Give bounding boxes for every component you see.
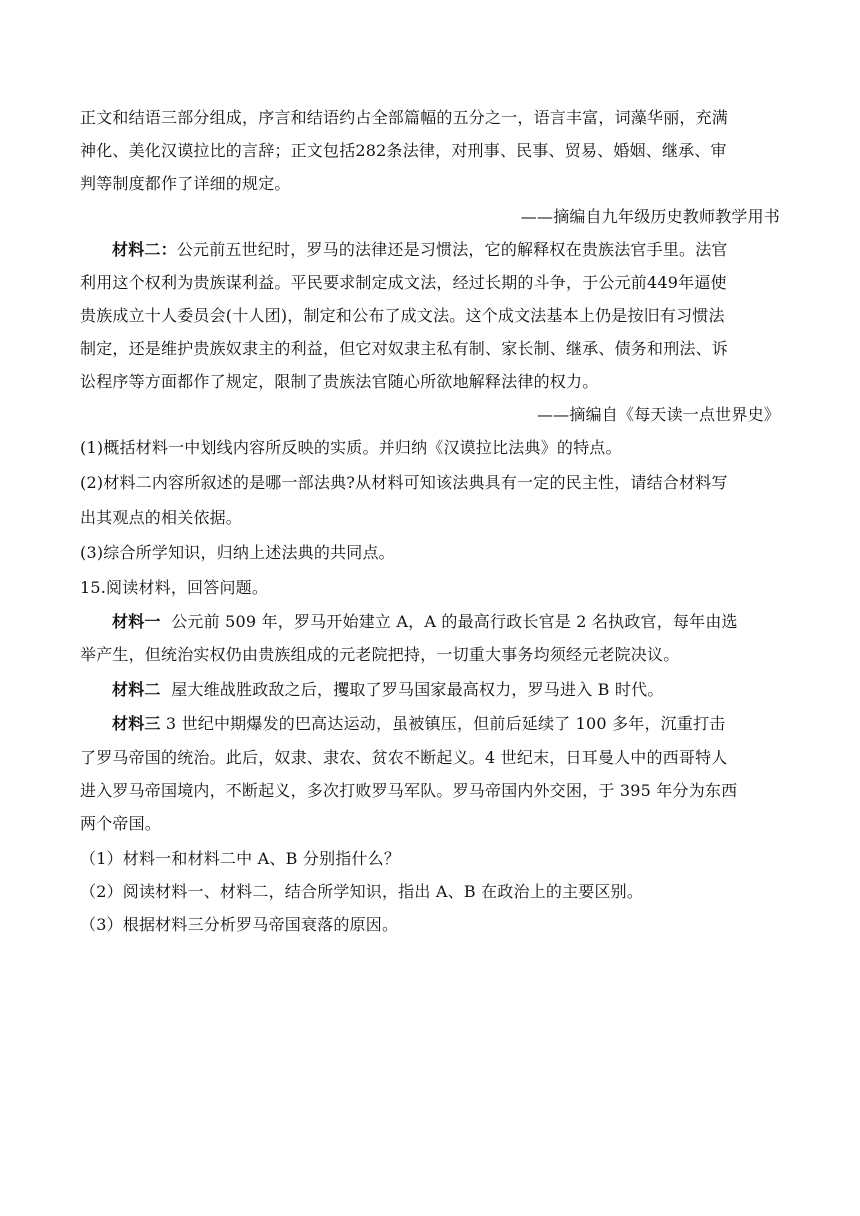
question-item: （2）阅读材料一、材料二，结合所学知识，指出 A、B 在政治上的主要区别。	[80, 882, 644, 901]
text-line: 正文和结语三部分组成，序言和结语约占全部篇幅的五分之一，语言丰富，词藻华丽，充满	[80, 108, 729, 127]
source-citation: ——摘编自《每天读一点世界史》	[536, 405, 780, 424]
text-line: 讼程序等方面都作了规定，限制了贵族法官随心所欲地解释法律的权力。	[80, 372, 599, 391]
text-line: 两个帝国。	[80, 814, 162, 833]
material-paragraph	[112, 714, 780, 734]
text-line: 屋大维战胜政敌之后，攫取了罗马国家最高权力，罗马进入 B 时代。	[171, 680, 664, 699]
text-line: 判等制度都作了详细的规定。	[80, 174, 291, 193]
text-line: 贵族成立十人委员会(十人团)，制定和公布了成文法。这个成文法基本上仍是按旧有习惯法	[80, 306, 725, 325]
text-line: 3 世纪中期爆发的巴高达运动，虽被镇压，但前后延续了 100 多年，沉重打击	[165, 714, 726, 733]
text-line: 了罗马帝国的统治。此后，奴隶、隶农、贫农不断起义。4 世纪末，日耳曼人中的西哥特人	[80, 748, 728, 767]
question-item: (1)概括材料一中划线内容所反映的实质。并归纳《汉谟拉比法典》的特点。	[80, 438, 622, 457]
text-line: 公元前 509 年，罗马开始建立 A，A 的最高行政长官是 2 名执政官，每年由选	[171, 612, 738, 631]
question-item: （1）材料一和材料二中 A、B 分别指什么？	[80, 849, 401, 868]
material-label: 材料一	[112, 612, 161, 631]
question-item: (3)综合所学知识，归纳上述法典的共同点。	[80, 543, 395, 562]
source-citation: ——摘编自九年级历史教师教学用书	[520, 207, 780, 226]
material-label: 材料二	[112, 680, 161, 699]
section-heading: 15.阅读材料，回答问题。	[80, 578, 269, 597]
material-paragraph	[112, 612, 780, 632]
material-paragraph	[112, 680, 780, 700]
text-line: 神化、美化汉谟拉比的言辞；正文包括282条法律，对刑事、民事、贸易、婚姻、继承、审	[80, 141, 727, 160]
text-line: 出其观点的相关依据。	[80, 508, 243, 527]
text-line: 利用这个权利为贵族谋利益。平民要求制定成文法，经过长期的斗争，于公元前449年逼使	[80, 273, 727, 292]
question-item: (2)材料二内容所叙述的是哪一部法典?从材料可知该法典具有一定的民主性，请结合材料写	[80, 473, 728, 492]
material-label: 材料二：	[112, 240, 177, 259]
text-line: 举产生，但统治实权仍由贵族组成的元老院把持，一切重大事务均须经元老院决议。	[80, 645, 680, 664]
text-line: 制定，还是维护贵族奴隶主的利益，但它对奴隶主私有制、家长制、继承、债务和刑法、诉	[80, 339, 729, 358]
text-line: 公元前五世纪时，罗马的法律还是习惯法，它的解释权在贵族法官手里。法官	[176, 240, 728, 259]
question-item: （3）根据材料三分析罗马帝国衰落的原因。	[80, 915, 399, 934]
text-line: 进入罗马帝国境内，不断起义，多次打败罗马军队。罗马帝国内外交困，于 395 年分为东西	[80, 781, 738, 800]
material-paragraph	[112, 240, 780, 260]
material-label: 材料三	[112, 714, 161, 733]
